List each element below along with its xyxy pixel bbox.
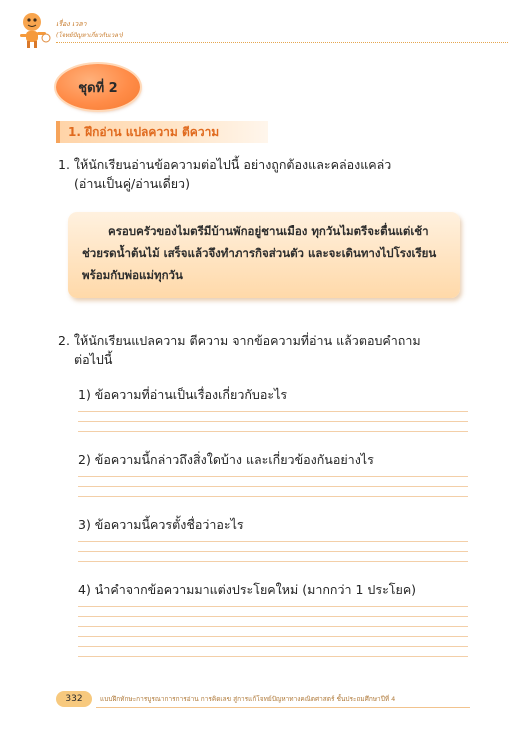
header-title: เรื่อง เวลา <box>56 20 87 28</box>
subquestion-2: 2) ข้อความนี้กล่าวถึงสิ่งใดบ้าง และเกี่ยวข้องกันอย่างไร <box>78 452 374 467</box>
answer-line[interactable] <box>78 551 468 552</box>
answer-line[interactable] <box>78 421 468 422</box>
question-1-text-cont: (อ่านเป็นคู่/อ่านเดี่ยว) <box>74 176 190 191</box>
header-divider <box>56 42 508 43</box>
subquestion-1: 1) ข้อความที่อ่านเป็นเรื่องเกี่ยวกับอะไร <box>78 387 288 402</box>
question-2 <box>58 331 478 369</box>
page-footer <box>56 691 470 709</box>
answer-line[interactable] <box>78 626 468 627</box>
question-2-text-cont: ต่อไปนี้ <box>74 352 113 367</box>
subquestion-4: 4) นำคำจากข้อความมาแต่งประโยคใหม่ (มากกว่า 1 ประโยค) <box>78 582 417 597</box>
answer-line[interactable] <box>78 411 468 412</box>
question-1-text: 1. ให้นักเรียนอ่านข้อความต่อไปนี้ อย่างถูกต้องและคล่องแคล่ว <box>58 157 392 172</box>
answer-line[interactable] <box>78 606 468 607</box>
answer-line[interactable] <box>78 541 468 542</box>
set-badge <box>56 64 140 110</box>
footer-book-title: แบบฝึกทักษะการบูรณาการการอ่าน การคิดเลข สู่การแก้โจทย์ปัญหาทางคณิตศาสตร์ ชั้นประถมศึกษาปีที่ 4 <box>100 695 396 703</box>
page-header <box>18 8 508 54</box>
answer-line[interactable] <box>78 496 468 497</box>
set-badge-label: ชุดที่ 2 <box>78 80 118 96</box>
answer-line[interactable] <box>78 616 468 617</box>
header-subtitle: (โจทย์ปัญหาเกี่ยวกับเวลา) <box>56 32 124 39</box>
answer-line[interactable] <box>78 646 468 647</box>
answer-line[interactable] <box>78 561 468 562</box>
section-heading <box>56 121 268 143</box>
section-title: 1. ฝึกอ่าน แปลความ ตีความ <box>68 124 220 139</box>
question-1 <box>58 155 478 193</box>
reading-passage: ครอบครัวของไมตรีมีบ้านพักอยู่ชานเมือง ทุกวันไมตรีจะตื่นแต่เช้า ช่วยรดน้ำต้นไม้ เสร็จแล้วจึงทำภารกิจส่วนตัว และจะเดินทางไปโรงเรียนพร้อมกับพ่อแม่ทุกวัน <box>68 212 460 298</box>
footer-divider <box>96 707 470 708</box>
answer-line[interactable] <box>78 636 468 637</box>
question-2-text: 2. ให้นักเรียนแปลความ ตีความ จากข้อความที่อ่าน แล้วตอบคำถาม <box>58 333 421 348</box>
mascot-icon <box>18 10 52 50</box>
answer-line[interactable] <box>78 431 468 432</box>
subquestion-3: 3) ข้อความนี้ควรตั้งชื่อว่าอะไร <box>78 517 244 532</box>
page-number: 332 <box>56 691 92 707</box>
answer-line[interactable] <box>78 656 468 657</box>
answer-line[interactable] <box>78 476 468 477</box>
answer-line[interactable] <box>78 486 468 487</box>
